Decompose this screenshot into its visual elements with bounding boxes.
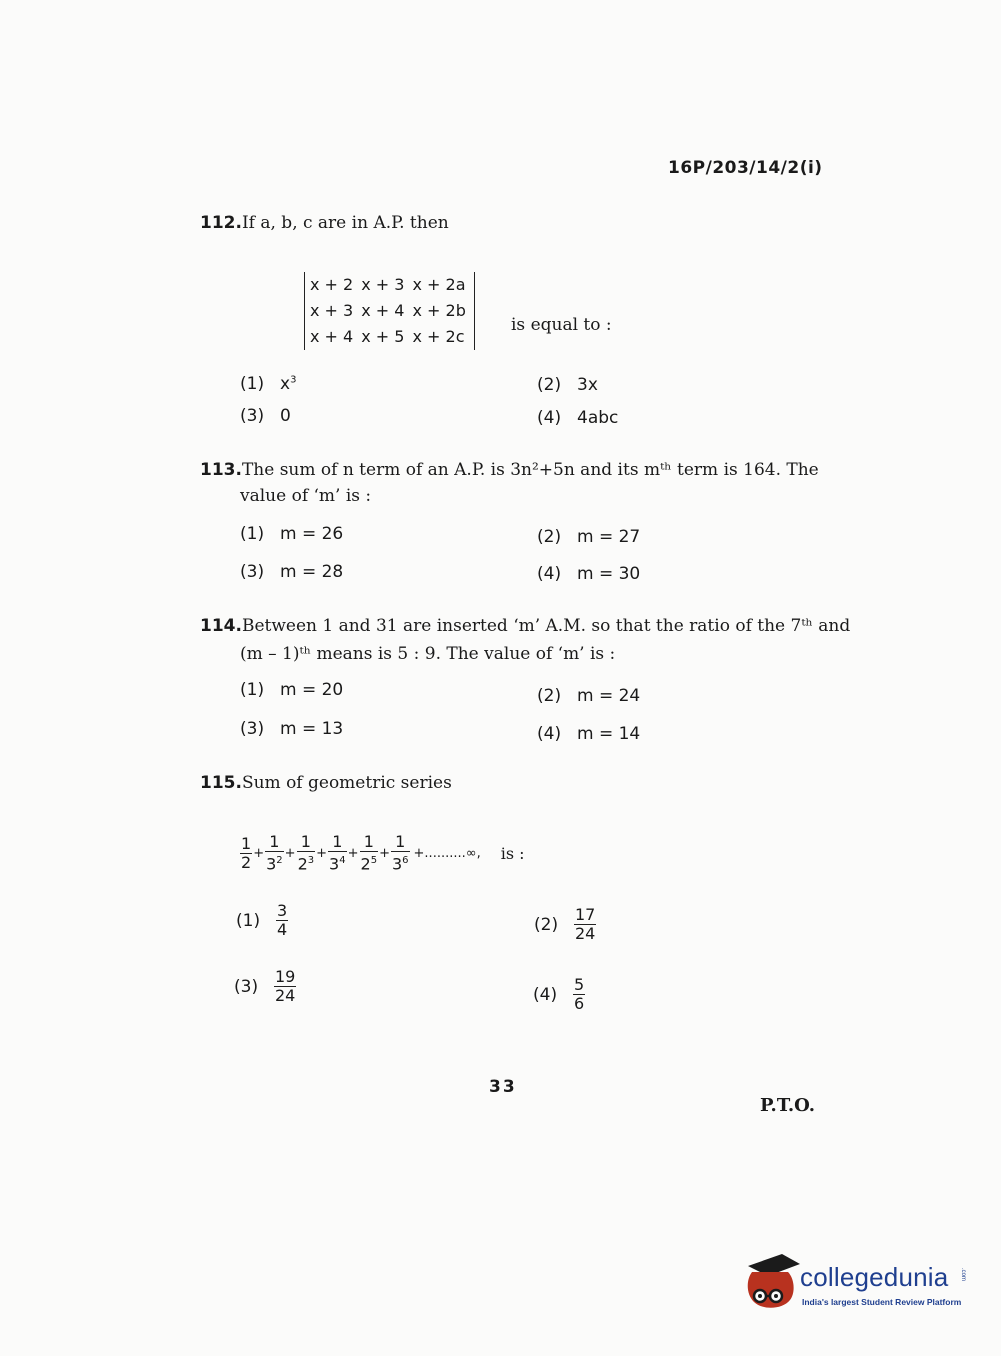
series-term: $\frac{1}{3^4}$ <box>329 832 346 874</box>
det-cell: x + 2b <box>412 301 466 320</box>
question-114 <box>200 616 850 636</box>
series-term: $\frac{1}{2^3}$ <box>297 832 315 874</box>
page-number: 33 <box>489 1077 517 1097</box>
option-fraction: $\frac{19}{24}$ <box>275 967 296 1005</box>
question-text-line2: (m – 1)ᵗʰ means is 5 : 9. The value of ‘m’ is : <box>240 644 616 664</box>
option-fraction: $\frac{17}{24}$ <box>575 905 596 943</box>
logo-name: collegedunia <box>800 1262 949 1292</box>
determinant-table <box>304 272 475 350</box>
option-114-1[interactable]: (1) m = 20 <box>240 680 344 700</box>
option-112-2[interactable]: (2) 3x <box>537 375 598 395</box>
option-113-4[interactable]: (4) m = 30 <box>537 564 641 584</box>
logo-dotcom: .com <box>960 1268 966 1282</box>
question-115 <box>200 773 452 793</box>
det-cell: x + 4 <box>361 301 405 320</box>
question-number: 114. <box>200 616 242 636</box>
question-text: Sum of geometric series <box>241 773 452 793</box>
series-tail: +..........∞, <box>413 845 481 861</box>
mascot-icon <box>742 1250 802 1314</box>
question-text: Between 1 and 31 are inserted ‘m’ A.M. so that the ratio of the 7ᵗʰ and <box>241 616 851 636</box>
option-115-2[interactable]: (2) $\frac{17}{24}$ <box>534 905 596 943</box>
question-112 <box>200 213 449 233</box>
series-term: $\frac{1}{2^5}$ <box>360 832 378 874</box>
option-113-2[interactable]: (2) m = 27 <box>537 527 641 547</box>
det-cell: x + 4 <box>310 327 354 346</box>
option-114-3[interactable]: (3) m = 13 <box>240 719 344 739</box>
option-112-4[interactable]: (4) 4abc <box>537 408 619 428</box>
option-112-1[interactable]: (1) $x^3$ <box>240 374 297 394</box>
series-suffix: is : <box>500 843 525 863</box>
det-cell: x + 2a <box>412 275 466 294</box>
series-term: $\frac{1}{3^2}$ <box>266 832 283 874</box>
option-114-4[interactable]: (4) m = 14 <box>537 724 641 744</box>
geometric-series: $\frac{1}{2}$ + $\frac{1}{3^2}$ + $\frac{1}{2^3}$ + $\frac{1}{3^4}$ + $\frac{1}{2^5}$ + $\frac{1}{3^6}$ +..........∞, is : <box>241 832 525 874</box>
series-term: $\frac{1}{2}$ <box>241 833 252 872</box>
pto-label: P.T.O. <box>760 1095 816 1116</box>
det-cell: x + 3 <box>310 301 354 320</box>
option-fraction: $\frac{3}{4}$ <box>277 901 288 939</box>
option-115-4[interactable]: (4) $\frac{5}{6}$ <box>533 975 585 1013</box>
series-term: $\frac{1}{3^6}$ <box>391 832 409 874</box>
option-fraction: $\frac{5}{6}$ <box>574 975 585 1013</box>
question-number: 113. <box>200 460 242 480</box>
option-114-2[interactable]: (2) m = 24 <box>537 686 641 706</box>
det-cell: x + 3 <box>361 275 405 294</box>
question-text: If a, b, c are in A.P. then <box>241 213 449 233</box>
question-text-line2: value of ‘m’ is : <box>240 486 372 506</box>
det-cell: x + 2 <box>310 275 354 294</box>
collegedunia-logo <box>742 1250 972 1320</box>
question-number: 115. <box>200 773 242 793</box>
question-text: The sum of n term of an A.P. is 3n²+5n and its mᵗʰ term is 164. The <box>241 460 819 480</box>
question-113 <box>200 460 819 480</box>
option-113-1[interactable]: (1) m = 26 <box>240 524 344 544</box>
determinant <box>304 272 475 350</box>
paper-code: 16P/203/14/2(i) <box>668 158 823 178</box>
option-115-1[interactable]: (1) $\frac{3}{4}$ <box>236 901 288 939</box>
determinant-suffix: is equal to : <box>511 315 612 335</box>
logo-tagline: India's largest Student Review Platform <box>802 1297 962 1307</box>
det-cell: x + 2c <box>412 327 465 346</box>
option-112-3[interactable]: (3) 0 <box>240 406 291 426</box>
det-cell: x + 5 <box>361 327 405 346</box>
question-number: 112. <box>200 213 242 233</box>
option-113-3[interactable]: (3) m = 28 <box>240 562 344 582</box>
option-115-3[interactable]: (3) $\frac{19}{24}$ <box>234 967 296 1005</box>
